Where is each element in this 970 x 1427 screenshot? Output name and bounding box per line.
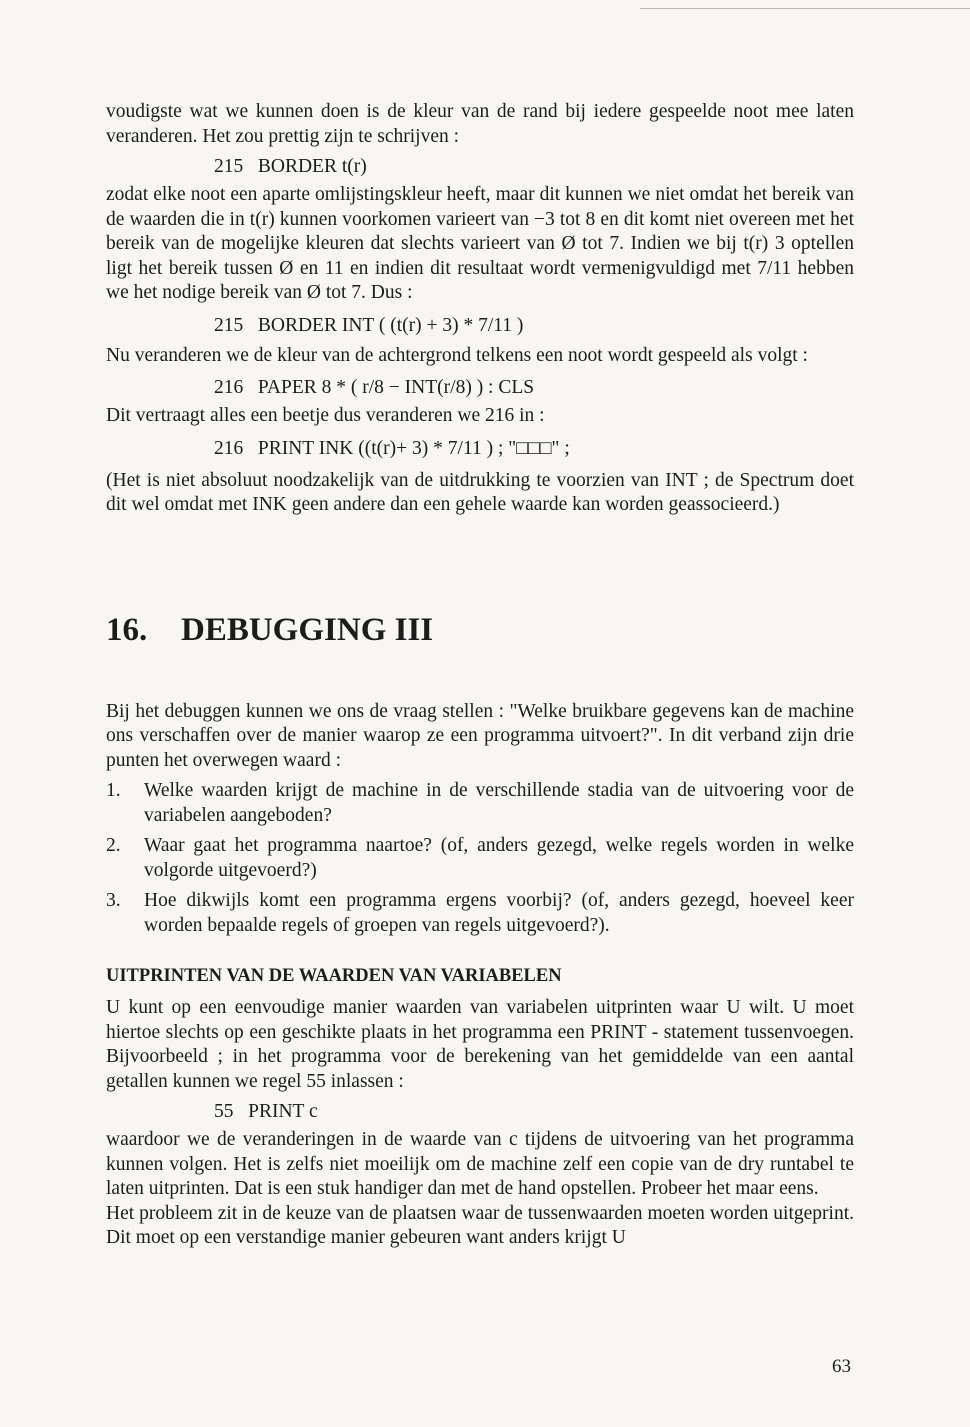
page-number: 63 xyxy=(832,1356,851,1377)
list-item-number: 1. xyxy=(106,780,121,801)
list-item-number: 2. xyxy=(106,835,121,856)
list-item xyxy=(106,779,854,828)
list-item-text: Waar gaat het programma naartoe? (of, anders gezegd, welke regels worden in welke volgorde uitgevoerd?) xyxy=(144,835,854,881)
paragraph-slowdown: Dit vertraagt alles een beetje dus veranderen we 216 in : xyxy=(106,405,545,426)
code-line-215-border: 215 BORDER t(r) xyxy=(214,156,367,177)
code-line-55-print: 55 PRINT c xyxy=(214,1101,318,1122)
list-item xyxy=(106,834,854,883)
code-line-215-border-int: 215 BORDER INT ( (t(r) + 3) * 7/11 ) xyxy=(214,314,524,336)
section-heading: UITPRINTEN VAN DE WAARDEN VAN VARIABELEN xyxy=(106,966,562,986)
paragraph-int-note: (Het is niet absoluut noodzakelijk van de uitdrukking te voorzien van INT ; de Spectrum doet dit wel omdat met INK geen andere dan een gehele waarde kan worden geassocieerd.) xyxy=(106,469,854,515)
paragraph-changes: waardoor we de veranderingen in de waarde van c tijdens de uitvoering van het programma kunnen volgen. Het is zelfs niet moeilijk om de machine zelf een copie van de dry runtabel te laten uitprinten. Dat is een stuk handiger dan met de hand opstellen. Probeer het maar eens. xyxy=(106,1129,854,1199)
paragraph-background: Nu veranderen we de kleur van de achtergrond telkens een noot wordt gespeeld als volgt : xyxy=(106,344,808,366)
list-item-number: 3. xyxy=(106,890,121,911)
paragraph-print-variables: U kunt op een eenvoudige manier waarden van variabelen uitprinten waar U wilt. U moet hiertoe slechts op een geschikte plaats in het programma een PRINT - statement tussenvoegen. Bijvoorbeeld ; in het programma voor de berekening van het gemiddelde van een aantal getallen kunnen we regel 55 inlassen : xyxy=(106,997,854,1092)
paragraph-debug-question: Bij het debuggen kunnen we ons de vraag stellen : "Welke bruikbare gegevens kan de machine ons verschaffen over de manier waarop ze een programma uitvoert?". In dit verband zijn drie punten het overwegen waard : xyxy=(106,700,854,771)
chapter-heading xyxy=(106,610,854,650)
chapter-number: 16. xyxy=(106,611,148,648)
paragraph-range: zodat elke noot een aparte omlijstingskleur heeft, maar dit kunnen we niet omdat het bereik van de waarden die in t(r) kunnen voorkomen varieert van −3 tot 8 en dit komt niet overeen met het bereik van de mogelijke kleuren dat slechts varieert van Ø tot 7. Indien we bij t(r) 3 optellen ligt het bereik tussen Ø en 11 en indien dit resultaat wordt vermenigvuldigd met 7/11 hebben we het nodige bereik van Ø tot 7. Dus : xyxy=(106,184,854,303)
list-item-text: Welke waarden krijgt de machine in de verschillende stadia van de uitvoering voor de variabelen aangeboden? xyxy=(144,780,854,826)
paragraph-problem: Het probleem zit in de keuze van de plaatsen waar de tussenwaarden moeten worden uitgeprint. Dit moet op een verstandige manier gebeuren want anders krijgt U xyxy=(106,1202,854,1248)
list-item-text: Hoe dikwijls komt een programma ergens voorbij? (of, anders gezegd, hoeveel keer worden bepaalde regels of groepen van regels uitgevoerd?). xyxy=(144,890,854,936)
code-line-216-print-ink: 216 PRINT INK ((t(r)+ 3) * 7/11 ) ; "□□□" ; xyxy=(214,437,570,459)
chapter-title: DEBUGGING III xyxy=(181,611,434,648)
code-line-216-paper: 216 PAPER 8 * ( r/8 − INT(r/8) ) : CLS xyxy=(214,377,535,398)
list-item xyxy=(106,889,854,938)
paragraph-intro: voudigste wat we kunnen doen is de kleur van de rand bij iedere gespeelde noot mee laten veranderen. Het zou prettig zijn te schrijven : xyxy=(106,101,854,147)
page-body xyxy=(106,0,854,1251)
